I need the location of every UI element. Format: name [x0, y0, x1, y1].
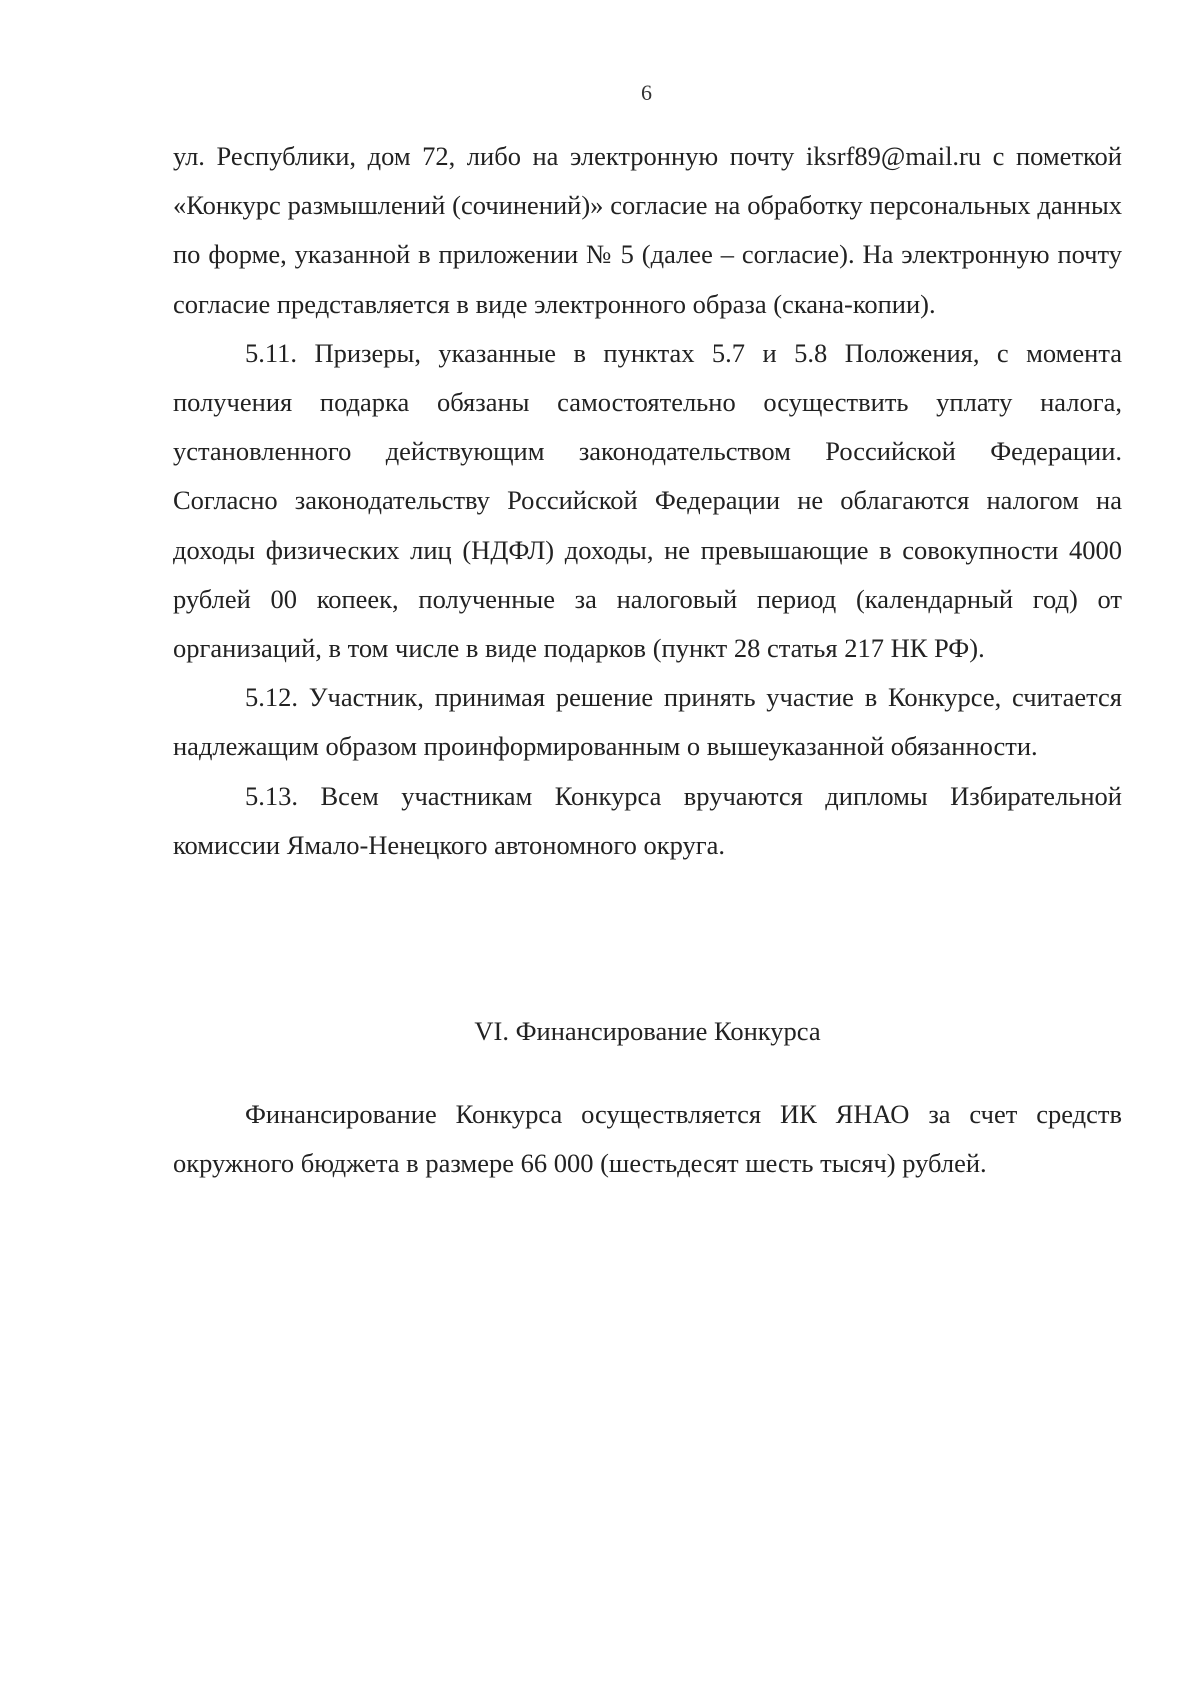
paragraph-continuation: ул. Республики, дом 72, либо на электронную почту iksrf89@mail.ru с пометкой «Конкурс размышлений (сочинений)» согласие на обработку персональных данных по форме, указанной в приложении № 5 (далее – согласие). На электронную почту согласие представляется в виде электронного образа (скана-копии).: [173, 141, 1122, 319]
paragraph-5-12: 5.12. Участник, принимая решение принять участие в Конкурсе, считается надлежащим образом проинформированным о вышеуказанной обязанности.: [173, 682, 1122, 762]
body-text: [173, 132, 1122, 870]
section-heading: VI. Финансирование Конкурса: [474, 1016, 821, 1046]
financing-paragraph: Финансирование Конкурса осуществляется ИК ЯНАО за счет средств окружного бюджета в размере 66 000 (шестьдесят шесть тысяч) рублей.: [173, 1099, 1122, 1179]
paragraph-5-11: 5.11. Призеры, указанные в пунктах 5.7 и 5.8 Положения, с момента получения подарка обязаны самостоятельно осуществить уплату налога, установленного действующим законодательством Российской Федерации. Согласно законодательству Российской Федерации не облагаются налогом на доходы физических лиц (НДФЛ) доходы, не превышающие в совокупности 4000 рублей 00 копеек, полученные за налоговый период (календарный год) от организаций, в том числе в виде подарков (пункт 28 статья 217 НК РФ).: [173, 337, 1122, 664]
financing-section: [173, 1090, 1122, 1188]
page-number: 6: [641, 80, 652, 105]
paragraph-5-13: 5.13. Всем участникам Конкурса вручаются дипломы Избирательной комиссии Ямало-Ненецкого автономного округа.: [173, 780, 1122, 860]
